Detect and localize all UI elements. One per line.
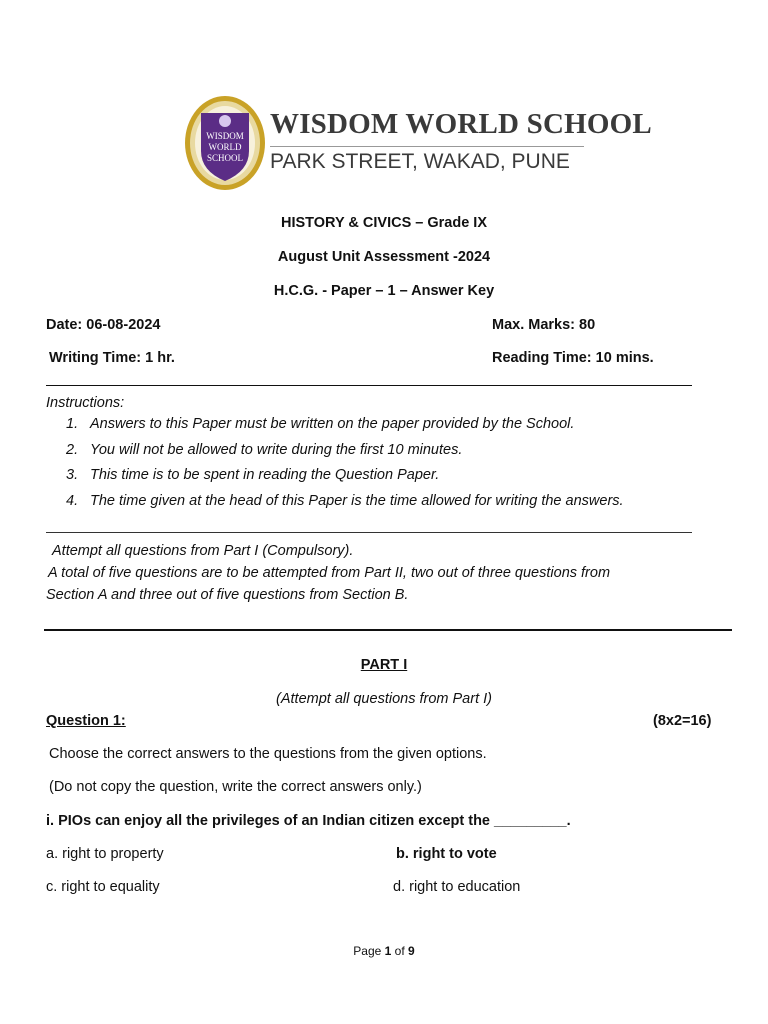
part-subtitle: (Attempt all questions from Part I) — [276, 691, 492, 707]
instructions-heading: Instructions: — [46, 395, 125, 411]
divider-middle — [46, 532, 692, 533]
instruction-item: 3. This time is to be spent in reading the Question Paper. — [66, 467, 440, 483]
option-c: c. right to equality — [46, 879, 160, 895]
max-marks: Max. Marks: 80 — [492, 317, 596, 333]
logo-text-1: WISDOM — [206, 131, 244, 141]
question-stem: i. PIOs can enjoy all the privileges of an Indian citizen except the _________. — [46, 813, 571, 829]
logo-text-2: WORLD — [208, 142, 242, 152]
divider-thick — [44, 629, 732, 631]
question-direction-2: (Do not copy the question, write the correct answers only.) — [49, 779, 422, 795]
school-address: PARK STREET, WAKAD, PUNE — [270, 150, 570, 173]
assessment-line: August Unit Assessment -2024 — [277, 249, 491, 265]
writing-time: Writing Time: 1 hr. — [49, 350, 175, 366]
part-title: PART I — [360, 657, 408, 673]
school-logo — [184, 95, 266, 191]
instruction-item: 2. You will not be allowed to write during the first 10 minutes. — [66, 441, 463, 458]
exam-date: Date: 06-08-2024 — [46, 317, 161, 333]
reading-time: Reading Time: 10 mins. — [492, 350, 654, 366]
logo-text-3: SCHOOL — [206, 153, 244, 163]
option-d: d. right to education — [393, 879, 521, 895]
question-label: Question 1: — [46, 713, 126, 729]
divider-top — [46, 385, 692, 386]
instruction-item: 4. The time given at the head of this Paper is the time allowed for writing the answers. — [66, 492, 624, 509]
page-mid: of — [391, 944, 409, 958]
attempt-note-3: Section A and three out of five questions from Section B. — [46, 587, 409, 603]
question-direction-1: Choose the correct answers to the questions from the given options. — [49, 746, 487, 762]
attempt-note-1: Attempt all questions from Part I (Compulsory). — [52, 543, 354, 559]
question-marks: (8x2=16) — [653, 713, 712, 729]
instructions-list — [66, 415, 624, 517]
page-footer — [0, 944, 768, 958]
page-prefix: Page — [353, 944, 385, 958]
option-a: a. right to property — [46, 846, 164, 862]
header-divider — [270, 146, 584, 147]
page-total: 9 — [408, 944, 415, 958]
attempt-note-2: A total of five questions are to be attempted from Part II, two out of three questions from — [48, 565, 611, 581]
page-current: 1 — [384, 944, 392, 958]
paper-line: H.C.G. - Paper – 1 – Answer Key — [273, 283, 495, 299]
school-name: WISDOM WORLD SCHOOL — [270, 108, 652, 140]
subject-line: HISTORY & CIVICS – Grade IX — [280, 215, 488, 231]
option-b-answer: b. right to vote — [396, 846, 497, 862]
instruction-item: 1. Answers to this Paper must be written on the paper provided by the School. — [66, 416, 575, 432]
